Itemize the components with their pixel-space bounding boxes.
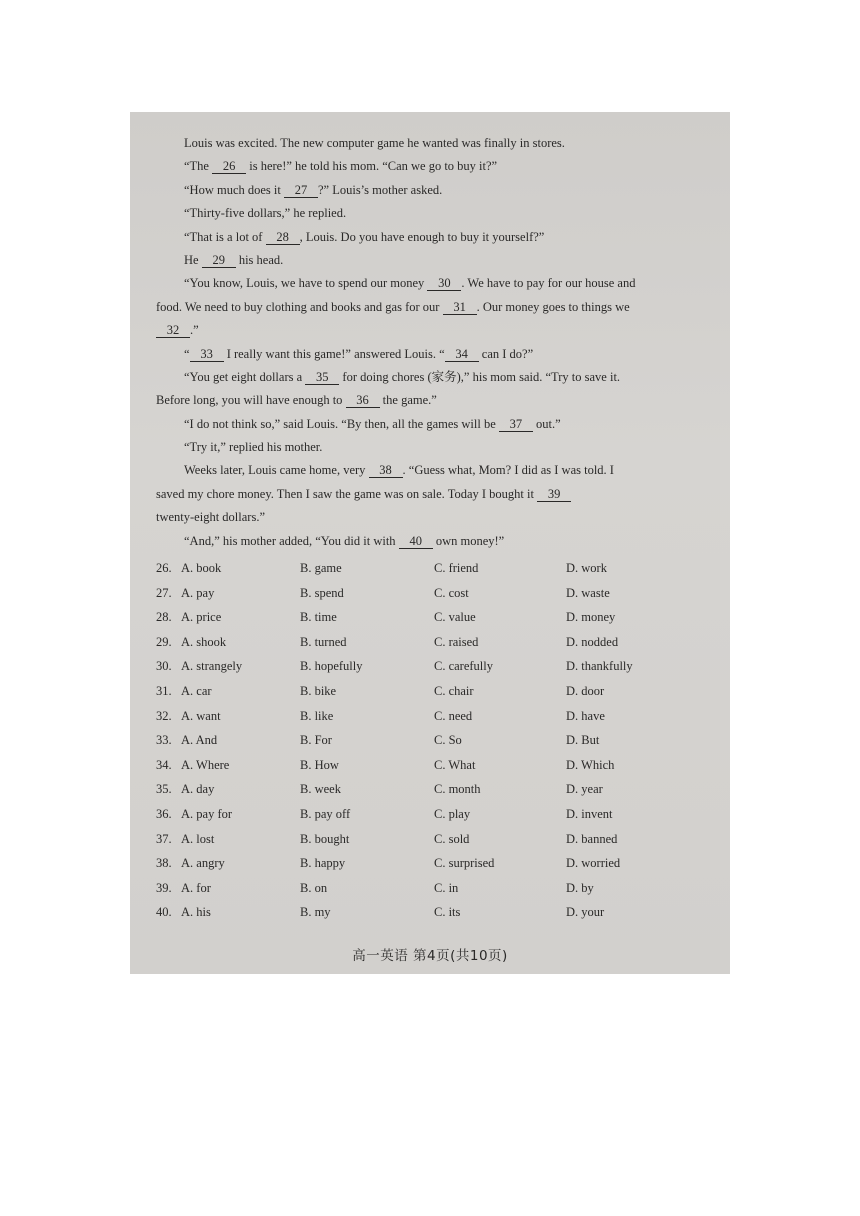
passage-text: his head. xyxy=(235,252,284,267)
option-row xyxy=(156,900,716,925)
option-b: B. For xyxy=(300,733,332,748)
passage-text: twenty-eight dollars.” xyxy=(156,510,265,525)
option-b: B. time xyxy=(300,610,337,625)
option-a: A. And xyxy=(181,733,218,748)
passage-line xyxy=(156,343,706,366)
option-a: A. book xyxy=(181,561,222,575)
passage-line xyxy=(156,389,706,412)
passage-line xyxy=(156,483,706,506)
passage-text: “You get eight dollars a xyxy=(184,369,306,384)
option-row xyxy=(156,581,716,606)
option-a: A. Where xyxy=(181,757,230,772)
passage-line xyxy=(156,272,706,295)
question-number: 26. xyxy=(156,561,172,575)
option-row xyxy=(156,556,716,581)
passage-text: .” xyxy=(190,323,199,338)
option-row xyxy=(156,777,716,802)
option-d: D. year xyxy=(566,782,603,797)
passage-text: own money!” xyxy=(432,533,505,548)
passage-text: . Our money goes to things we xyxy=(476,299,630,314)
option-b: B. my xyxy=(300,905,331,920)
passage-text: “Try it,” replied his mother. xyxy=(184,440,323,455)
question-number: 35. xyxy=(156,782,172,797)
option-d: D. banned xyxy=(566,831,618,846)
option-c: C. play xyxy=(434,806,471,821)
option-d: D. your xyxy=(566,905,605,920)
blank-38: 38 xyxy=(369,463,403,478)
passage-text: “Thirty-five dollars,” he replied. xyxy=(184,206,347,221)
question-number: 30. xyxy=(156,659,172,674)
passage-text: “You know, Louis, we have to spend our money xyxy=(184,276,428,291)
option-b: B. hopefully xyxy=(300,659,363,674)
option-d: D. money xyxy=(566,610,616,625)
passage-line xyxy=(156,226,706,249)
option-c: C. its xyxy=(434,905,461,920)
passage-text: He xyxy=(184,252,202,267)
blank-40: 40 xyxy=(399,534,433,549)
blank-30: 30 xyxy=(427,276,461,291)
passage-text: out.” xyxy=(532,416,561,431)
passage-text: for doing chores (家务),” his mom said. “Try to save it. xyxy=(339,369,621,384)
blank-32: 32 xyxy=(156,323,190,338)
passage-text: “I do not think so,” said Louis. “By then, all the games will be xyxy=(184,416,499,431)
option-d: D. door xyxy=(566,683,605,698)
option-b: B. week xyxy=(300,782,341,797)
passage-line xyxy=(156,459,706,482)
passage-line xyxy=(156,413,706,436)
passage-line xyxy=(156,296,706,319)
option-b: B. game xyxy=(300,561,342,575)
passage-line xyxy=(156,530,706,553)
option-a: A. want xyxy=(181,708,221,723)
option-c: C. friend xyxy=(434,561,479,575)
passage-text: I really want this game!” answered Louis. “ xyxy=(223,346,445,361)
option-b: B. spend xyxy=(300,585,344,600)
option-row xyxy=(156,679,716,704)
question-number: 40. xyxy=(156,905,172,920)
option-row xyxy=(156,728,716,753)
passage-text: saved my chore money. Then I saw the game was on sale. Today I bought it xyxy=(156,486,538,501)
cloze-passage xyxy=(156,132,706,553)
passage-text: “That is a lot of xyxy=(184,229,266,244)
option-row xyxy=(156,704,716,729)
option-d: D. invent xyxy=(566,806,613,821)
blank-31: 31 xyxy=(443,300,477,315)
passage-text: “The xyxy=(184,159,213,174)
scanned-page-photo xyxy=(130,112,730,974)
option-d: D. by xyxy=(566,880,594,895)
question-number: 27. xyxy=(156,585,172,600)
passage-line xyxy=(156,249,706,272)
option-a: A. price xyxy=(181,610,222,625)
blank-34: 34 xyxy=(445,347,479,362)
option-b: B. How xyxy=(300,757,339,772)
option-d: D. nodded xyxy=(566,634,619,649)
option-a: A. his xyxy=(181,905,211,920)
option-c: C. What xyxy=(434,757,476,772)
option-c: C. So xyxy=(434,733,462,748)
passage-text: Weeks later, Louis came home, very xyxy=(184,463,369,478)
passage-text: the game.” xyxy=(379,393,437,408)
question-number: 36. xyxy=(156,806,172,821)
passage-text: “ xyxy=(184,346,190,361)
option-b: B. on xyxy=(300,880,328,895)
passage-text: “And,” his mother added, “You did it with xyxy=(184,533,399,548)
passage-text: Louis was excited. The new computer game he wanted was finally in stores. xyxy=(184,136,565,150)
option-a: A. shook xyxy=(181,634,227,649)
passage-text: “How much does it xyxy=(184,182,284,197)
option-b: B. bike xyxy=(300,683,337,698)
option-b: B. happy xyxy=(300,856,346,871)
question-number: 34. xyxy=(156,757,172,772)
option-c: C. cost xyxy=(434,585,469,600)
passage-text: is here!” he told his mom. “Can we go to buy it?” xyxy=(246,159,498,174)
option-c: C. chair xyxy=(434,683,474,698)
option-row xyxy=(156,630,716,655)
option-c: C. need xyxy=(434,708,473,723)
option-a: A. pay xyxy=(181,585,215,600)
option-c: C. month xyxy=(434,782,481,797)
option-c: C. value xyxy=(434,610,476,625)
option-b: B. like xyxy=(300,708,334,723)
question-number: 39. xyxy=(156,880,172,895)
question-number: 28. xyxy=(156,610,172,625)
option-c: C. surprised xyxy=(434,856,495,871)
passage-text: . “Guess what, Mom? I did as I was told. I xyxy=(402,463,614,478)
option-row xyxy=(156,753,716,778)
option-a: A. car xyxy=(181,683,212,698)
passage-line xyxy=(156,319,706,342)
option-b: B. pay off xyxy=(300,806,351,821)
option-a: A. day xyxy=(181,782,215,797)
option-d: D. But xyxy=(566,733,600,748)
blank-35: 35 xyxy=(305,370,339,385)
passage-line xyxy=(156,436,706,459)
option-b: B. turned xyxy=(300,634,347,649)
option-row xyxy=(156,827,716,852)
option-a: A. strangely xyxy=(181,659,243,674)
passage-line xyxy=(156,132,706,155)
option-c: C. raised xyxy=(434,634,479,649)
blank-28: 28 xyxy=(266,230,300,245)
blank-26: 26 xyxy=(212,159,246,174)
passage-text: can I do?” xyxy=(478,346,534,361)
passage-text: , Louis. Do you have enough to buy it yourself?” xyxy=(299,229,545,244)
question-number: 38. xyxy=(156,856,172,871)
blank-27: 27 xyxy=(284,183,318,198)
question-number: 32. xyxy=(156,708,172,723)
option-d: D. worried xyxy=(566,856,621,871)
option-row xyxy=(156,876,716,901)
option-a: A. angry xyxy=(181,856,225,871)
blank-29: 29 xyxy=(202,253,236,268)
blank-39: 39 xyxy=(537,487,571,502)
option-b: B. bought xyxy=(300,831,350,846)
option-a: A. pay for xyxy=(181,806,233,821)
option-d: D. work xyxy=(566,561,607,575)
passage-line xyxy=(156,202,706,225)
blank-36: 36 xyxy=(346,393,380,408)
question-number: 31. xyxy=(156,683,172,698)
passage-line xyxy=(156,179,706,202)
answer-options xyxy=(156,556,716,925)
option-d: D. Which xyxy=(566,757,615,772)
option-row xyxy=(156,802,716,827)
blank-37: 37 xyxy=(499,417,533,432)
page-footer: 高一英语 第4页(共10页) xyxy=(352,948,508,964)
passage-text: ?” Louis’s mother asked. xyxy=(317,182,443,197)
option-row xyxy=(156,605,716,630)
option-row xyxy=(156,851,716,876)
passage-text: food. We need to buy clothing and books and gas for our xyxy=(156,299,443,314)
option-a: A. for xyxy=(181,880,211,895)
passage-line xyxy=(156,506,706,529)
question-number: 37. xyxy=(156,831,172,846)
passage-text: . We have to pay for our house and xyxy=(461,276,636,291)
option-a: A. lost xyxy=(181,831,215,846)
passage-line xyxy=(156,366,706,389)
option-d: D. have xyxy=(566,708,605,723)
option-d: D. thankfully xyxy=(566,659,633,674)
option-c: C. sold xyxy=(434,831,470,846)
option-c: C. in xyxy=(434,880,459,895)
question-number: 33. xyxy=(156,733,172,748)
blank-33: 33 xyxy=(190,347,224,362)
option-c: C. carefully xyxy=(434,659,494,674)
option-row xyxy=(156,654,716,679)
passage-text: Before long, you will have enough to xyxy=(156,393,346,408)
question-number: 29. xyxy=(156,634,172,649)
option-d: D. waste xyxy=(566,585,610,600)
passage-line xyxy=(156,155,706,178)
